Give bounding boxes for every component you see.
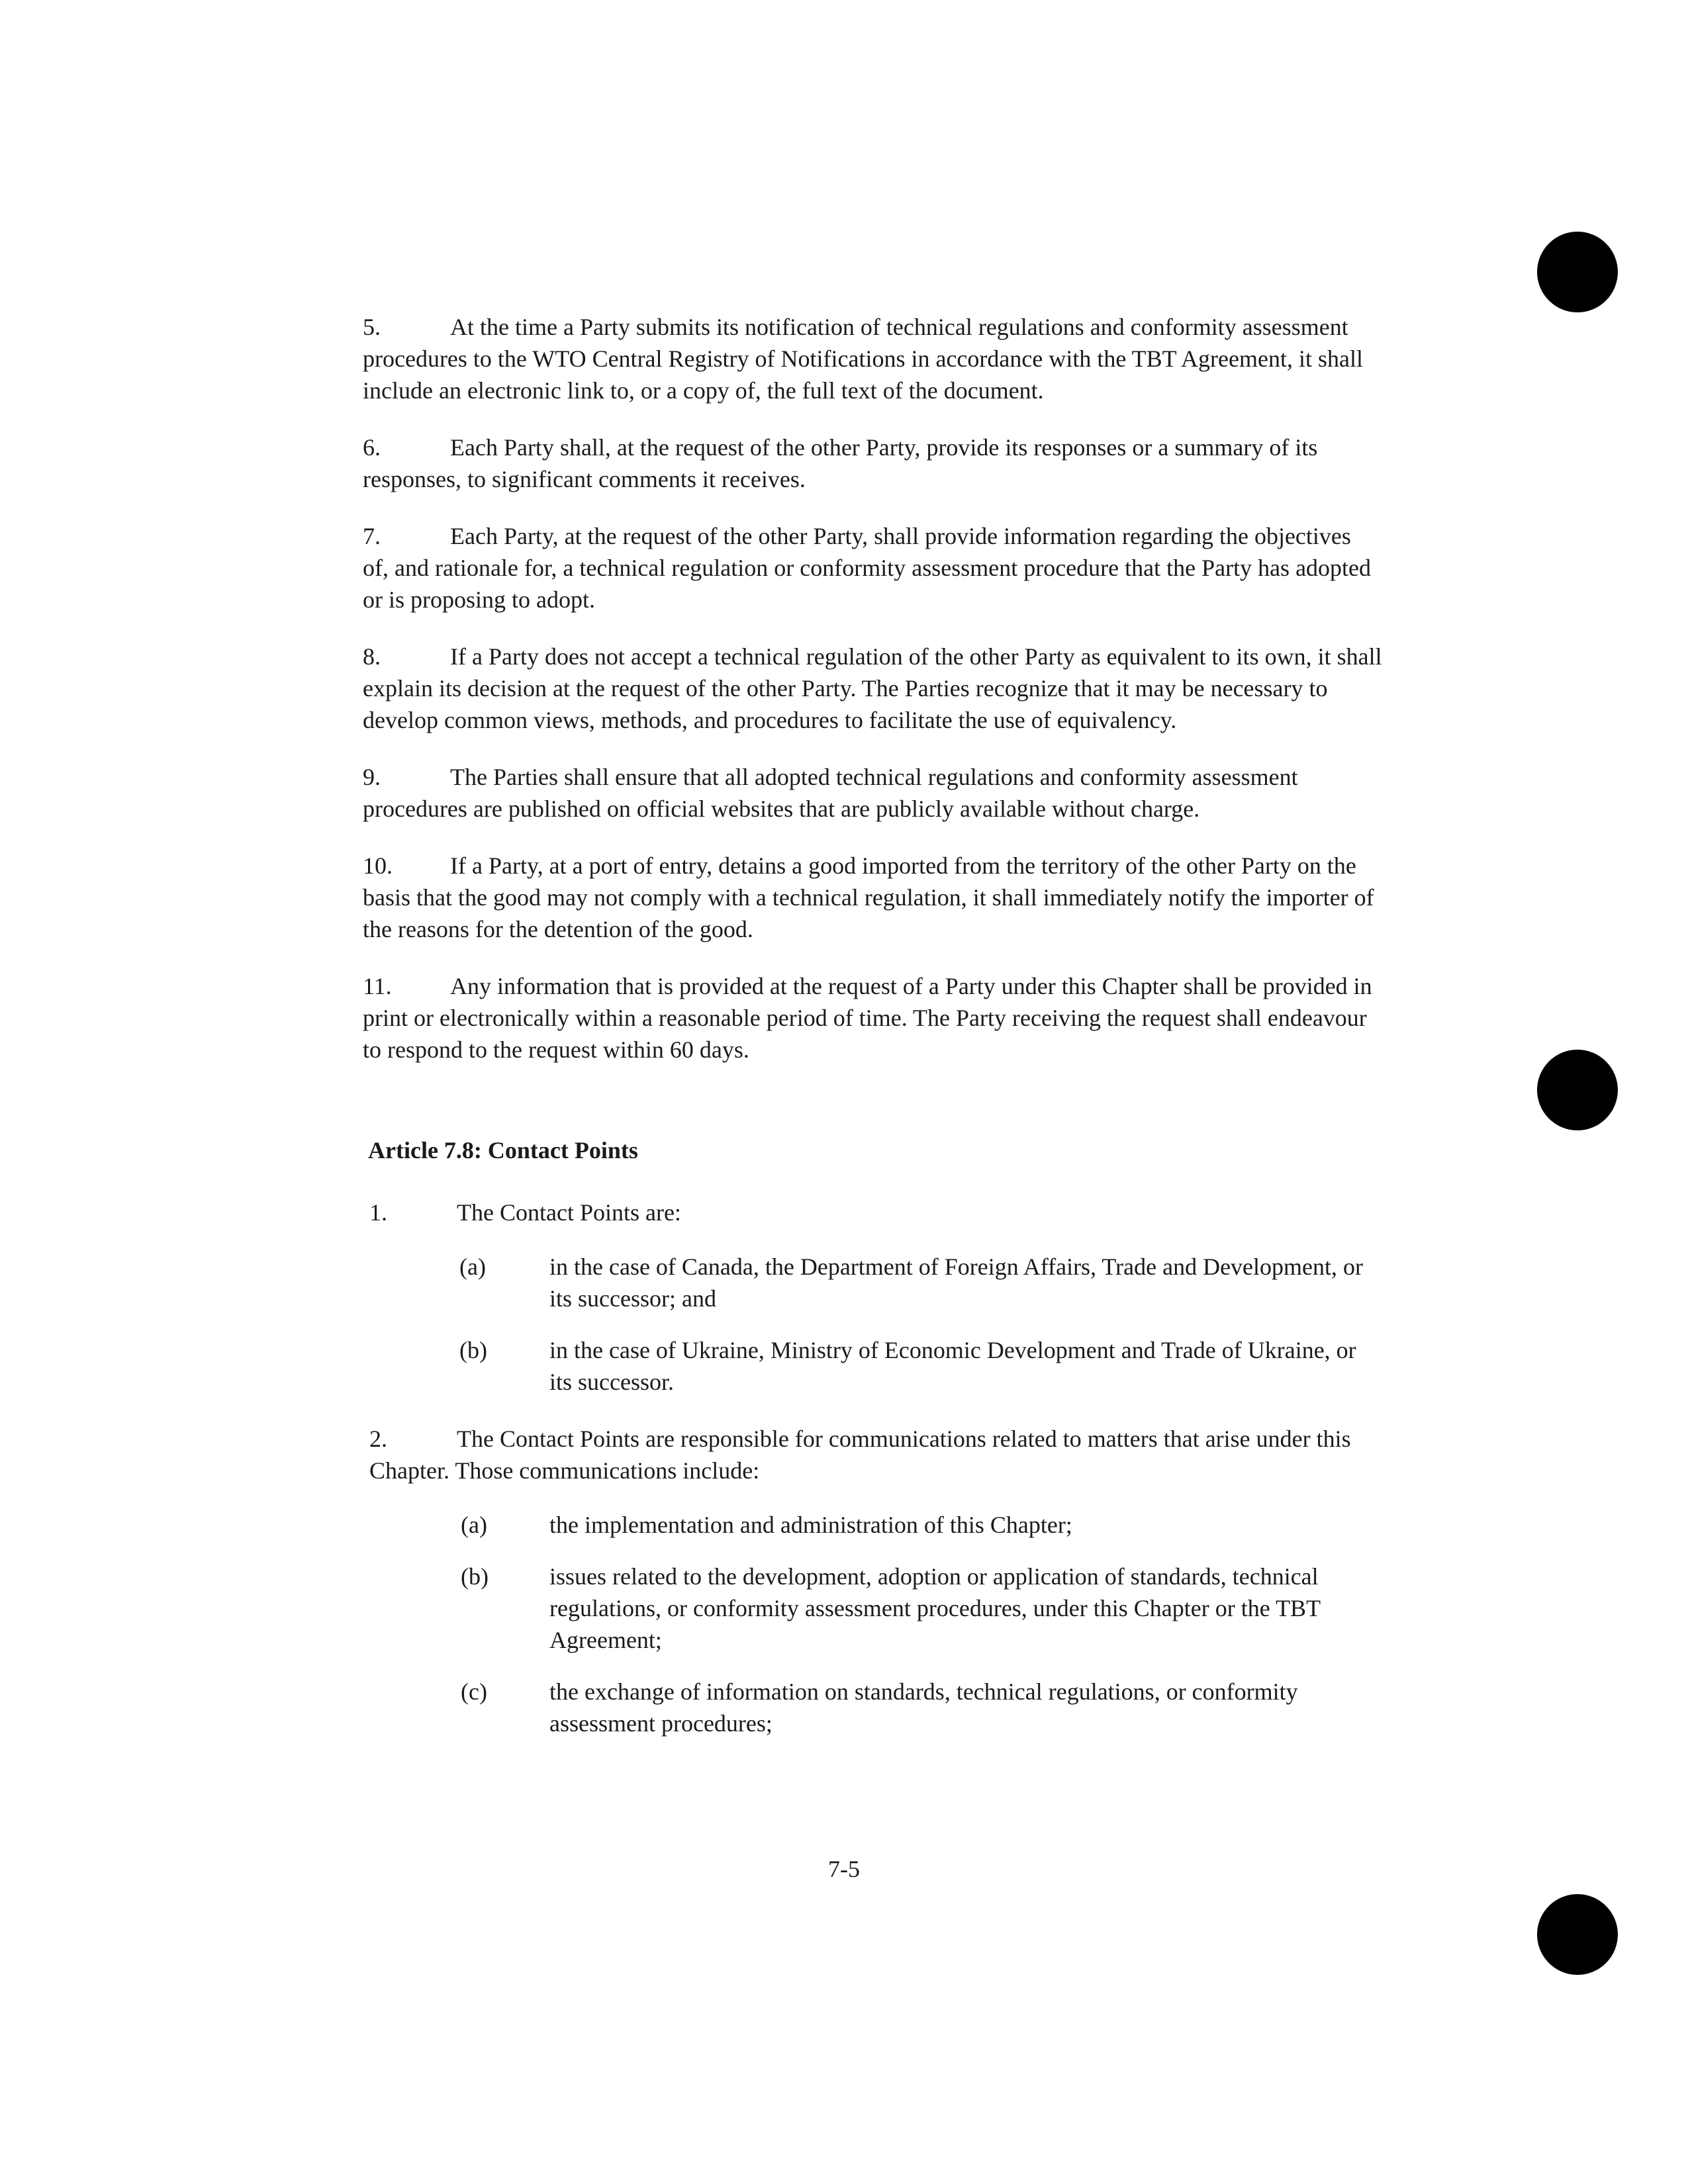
item-text: issues related to the development, adoption or application of standards, technical regulations, or conformity assessment procedures, under this Chapter or the TBT Agreement; [549,1563,1321,1653]
paragraph-number: 11. [363,973,392,999]
punch-hole-bottom [1537,1894,1618,1975]
punch-hole-middle [1537,1050,1618,1130]
paragraph-5 [363,311,1382,406]
item-text: the exchange of information on standards, technical regulations, or conformity assessment procedures; [549,1678,1298,1737]
paragraph-text: The Contact Points are: [457,1199,681,1226]
paragraph-number: 1. [369,1199,387,1226]
paragraph-number: 5. [363,314,381,340]
paragraph-11 [363,970,1382,1066]
item-label: (a) [461,1512,487,1538]
page-number: 7-5 [828,1856,860,1882]
paragraph-text: If a Party, at a port of entry, detains a good imported from the territory of the other Party on the basis that the good may not comply with a technical regulation, it shall immediately notify the importer of the reasons for the detention of the good. [363,852,1374,942]
item-label: (c) [461,1678,487,1705]
paragraph-number: 8. [363,643,381,670]
paragraph-8 [363,641,1382,736]
paragraph-text: Each Party shall, at the request of the other Party, provide its responses or a summary of its responses, to significant comments it receives. [363,434,1318,492]
list-item [363,1509,1382,1541]
article-heading: Article 7.8: Contact Points [368,1137,638,1163]
paragraph-text: Any information that is provided at the request of a Party under this Chapter shall be provided in print or electronically within a reasonable period of time. The Party receiving the request shall endeavour to respond to the request within 60 days. [363,973,1372,1063]
paragraph-text: If a Party does not accept a technical regulation of the other Party as equivalent to its own, it shall explain its decision at the request of the other Party. The Parties recognize that it may be necessary to develop common views, methods, and procedures to facilitate the use of equivalency. [363,643,1382,733]
item-text: in the case of Ukraine, Ministry of Economic Development and Trade of Ukraine, or its successor. [549,1337,1356,1395]
paragraph-number: 10. [363,852,393,879]
paragraph-6 [363,432,1382,495]
paragraph-7 [363,520,1382,615]
paragraph-9 [363,761,1382,825]
item-label: (a) [459,1253,486,1280]
paragraph-number: 2. [369,1426,387,1452]
item-text: the implementation and administration of this Chapter; [549,1512,1072,1538]
document-body [363,311,1382,1759]
list-item [363,1676,1382,1739]
paragraph-number: 6. [363,434,381,461]
paragraph-number: 7. [363,523,381,549]
item-text: in the case of Canada, the Department of Foreign Affairs, Trade and Development, or its successor; and [549,1253,1363,1312]
punch-hole-top [1537,232,1618,312]
list-item [363,1561,1382,1656]
paragraph-text: At the time a Party submits its notification of technical regulations and conformity assessment procedures to the WTO Central Registry of Notifications in accordance with the TBT Agreement, it shall include an electronic link to, or a copy of, the full text of the document. [363,314,1363,404]
contact-paragraph-2 [369,1423,1382,1486]
paragraph-text: The Parties shall ensure that all adopted technical regulations and conformity assessment procedures are published on official websites that are publicly available without charge. [363,764,1298,822]
paragraph-number: 9. [363,764,381,790]
list-item [363,1334,1382,1398]
paragraph-10 [363,850,1382,945]
paragraph-text: The Contact Points are responsible for communications related to matters that arise under this Chapter. Those communications include: [369,1426,1351,1484]
paragraph-text: Each Party, at the request of the other Party, shall provide information regarding the objectives of, and rationale for, a technical regulation or conformity assessment procedure that the Party has adopted or is proposing to adopt. [363,523,1372,613]
item-label: (b) [461,1563,489,1590]
list-item [363,1251,1382,1314]
item-label: (b) [459,1337,487,1363]
contact-paragraph-1 [369,1197,1382,1228]
